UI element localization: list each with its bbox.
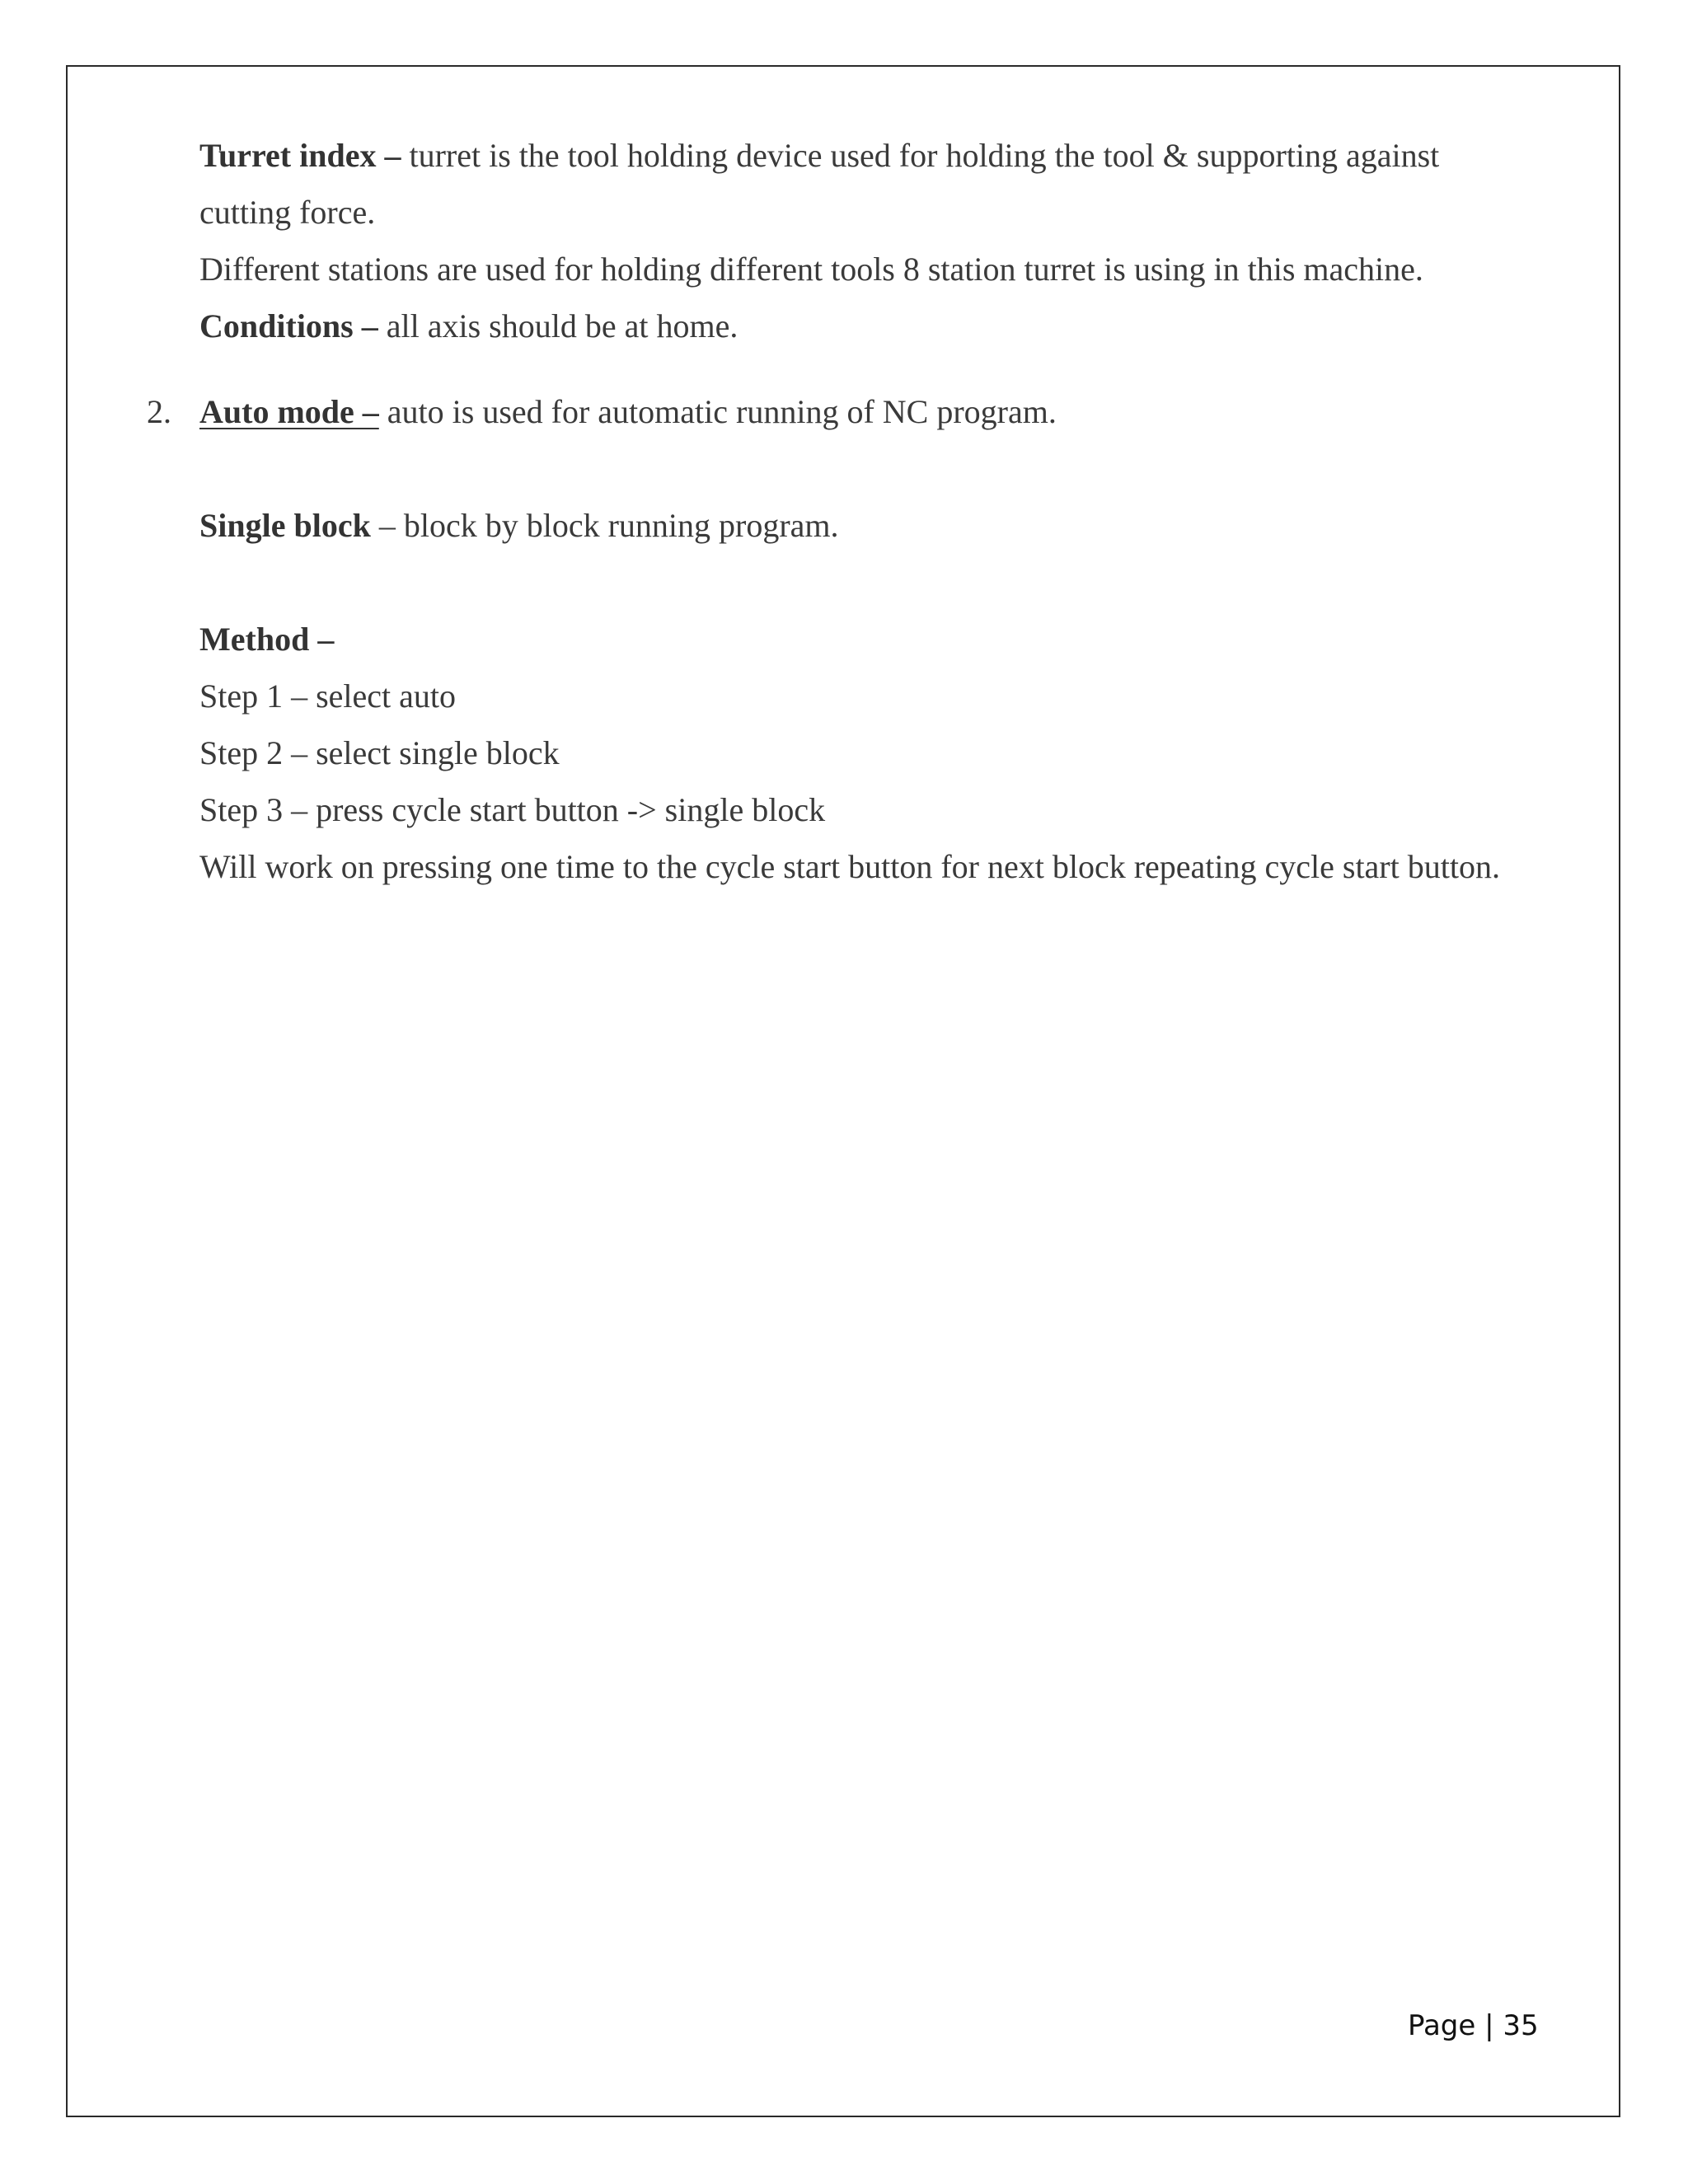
auto-mode-text: auto is used for automatic running of NC program. bbox=[378, 393, 1057, 430]
step-3: Step 3 – press cycle start button -> single block bbox=[199, 791, 826, 828]
page-number: 35 bbox=[1503, 2009, 1539, 2042]
page-label: Page bbox=[1408, 2009, 1476, 2042]
single-block-line bbox=[199, 506, 839, 546]
single-block-label: Single block bbox=[199, 507, 371, 544]
turret-index-text: turret is the tool holding device used for holding the tool & supporting against bbox=[401, 137, 1440, 174]
page-separator: | bbox=[1484, 2009, 1494, 2042]
page-border bbox=[66, 65, 1620, 2117]
auto-mode-label: Auto mode – bbox=[199, 393, 379, 430]
turret-index-label: Turret index – bbox=[199, 137, 401, 174]
turret-index-continuation: cutting force. bbox=[199, 194, 376, 231]
method-note: Will work on pressing one time to the cycle start button for next block repeating cycle start button. bbox=[199, 848, 1500, 885]
conditions-line bbox=[199, 307, 738, 346]
page-footer bbox=[1408, 2009, 1539, 2042]
conditions-label: Conditions – bbox=[199, 307, 378, 344]
conditions-text: all axis should be at home. bbox=[377, 307, 738, 344]
stations-text: Different stations are used for holding different tools 8 station turret is using in this machine. bbox=[199, 251, 1423, 288]
turret-index-line bbox=[199, 136, 1439, 176]
auto-mode-line bbox=[199, 392, 1057, 432]
step-2: Step 2 – select single block bbox=[199, 734, 560, 771]
single-block-text: – block by block running program. bbox=[370, 507, 839, 544]
step-1: Step 1 – select auto bbox=[199, 677, 457, 715]
method-heading: Method – bbox=[199, 621, 335, 658]
list-number-2: 2. bbox=[147, 393, 171, 430]
